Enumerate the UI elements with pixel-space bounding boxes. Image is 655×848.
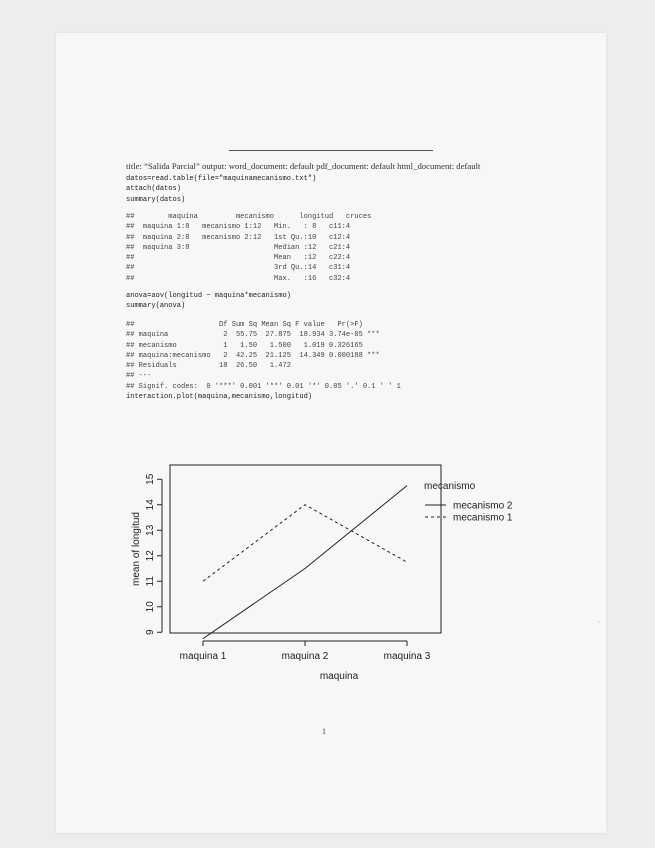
legend-title: mecanismo [424,481,476,492]
page-number: 1 [322,727,326,736]
x-tick-label: maquina 3 [383,651,431,662]
yaml-title-line: title: “Salida Parcial” output: word_document: default pdf_document: default html_document: default [126,161,481,171]
y-axis [145,473,162,635]
y-tick-label: 11 [145,576,156,587]
legend [424,481,513,524]
code-read-data: datos=read.table(file="maquinamecanismo.txt") attach(datos) summary(datos) [126,175,317,204]
y-tick-label: 12 [145,550,156,562]
legend-entry: mecanismo 2 [453,500,513,512]
x-axis [180,641,431,662]
y-tick-label: 14 [145,499,156,511]
output-summary-datos: ## maquina mecanismo longitud cruces ## maquina 1:8 mecanismo 1:12 Min. : 8 c11:4 ## maquina 2:8 mecanismo 2:12 1st Qu.:10 c12:4 ## maquina 3:8 Median :12 c21:4 ## Mean :12 c22:4 ## 3rd Qu.:14 c31:4 ## Max. :16 c32:4 [126,213,372,283]
y-axis-label: mean of longitud [131,512,142,586]
output-anova-table: ## Df Sum Sq Mean Sq F value Pr(>F) ## maquina 2 55.75 27.875 18.934 3.74e-05 *** ## mecanismo 1 1.50 1.500 1.019 0.326165 ## maquina:mecanismo 2 42.25 21.125 14.349 0.000188 *** ## Residuals 18 26.50 1.472 ## --- ## Signif. codes: 0 '***' 0.001 '**' 0.01 '*' 0.05 '.' 0.1 ' ' 1 [126,321,401,391]
plot-lines [203,486,407,639]
y-tick-label: 13 [145,524,156,536]
x-tick-label: maquina 1 [179,651,227,662]
series-line [203,486,407,639]
x-tick-label: maquina 2 [281,651,329,662]
plot-frame [170,465,441,633]
y-tick-label: 10 [145,601,156,613]
x-axis-label: maquina [319,671,359,682]
code-interaction-plot: interaction.plot(maquina,mecanismo,longitud) [126,393,313,401]
legend-entry: mecanismo 1 [453,512,513,524]
y-tick-label: 15 [145,473,156,485]
series-line [203,505,407,582]
code-anova: anova=aov(longitud ~ maquina*mecanismo) summary(anova) [126,292,291,311]
y-tick-label: 9 [145,629,156,636]
scan-edge-mark: ` [598,622,600,628]
